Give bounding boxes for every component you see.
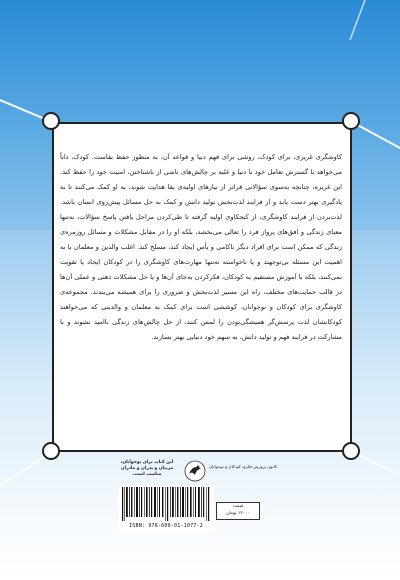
back-cover-blurb: [60, 150, 342, 345]
barcode-block: [118, 485, 214, 533]
audience-note: این کتاب برای نوجوانان، مربیان و پدران و مادران مناسب است.: [120, 460, 174, 477]
price-box: [216, 502, 260, 520]
price-value: ۱۲۰۰۰ تومان: [226, 511, 250, 516]
barcode: [122, 487, 210, 521]
string-line: [352, 452, 400, 475]
publisher-logo-icon: [184, 460, 206, 482]
string-line: [352, 122, 400, 148]
publisher-name: کانون پرورش فکری کودکان و نوجوانان: [208, 464, 277, 469]
frame-corner-circle: [342, 442, 360, 460]
frame-corner-circle: [42, 112, 60, 130]
frame-corner-circle: [342, 112, 360, 130]
price-label: قیمت: [232, 504, 244, 509]
frame-corner-circle: [42, 442, 60, 460]
string-line: [350, 0, 365, 40]
blurb-paragraph: کاوشگری غریزی، برای کودک، روشی برای فهم دنیا و قواعد آن، به منظور حفظ بقاست. کودک، ذاتاً می‌خواهد با گسترش تعامل خود با دنیا و غلبه بر چالش‌های ناشی از ناشناختن، امنیت خود را حفظ کند. این غریزه، چنانچه به‌سوی سؤالاتی فراتر از نیازهای اولیه‌ی بقا هدایت شوند، به او کمک می‌کنند تا به یادگیری بهتر دست یابد و از فرایند لذت‌بخش تولید دانش و کمک به حل مسائل پیش‌روی انسان باشد. لذت‌بردن از فرایند کاوشگری، از کنجکاوی اولیه گرفته تا طی‌کردن مراحل یافتن پاسخ سؤالات، نه‌تنها معنای زندگی و افق‌های پرواز فرد را تعالی می‌بخشد، بلکه او را در مقابل مشکلات و مسائل روزمره‌ی زندگی که ممکن است برای افراد دیگر ناکامی و یأس ایجاد کند، مسلح کند. اغلب والدین و معلمان با به اهمیت این مسئله بی‌توجهند و یا ناخواسته نه‌تنها مهارت‌های کاوشگری را در کودکان ایجاد یا تقویت نمی‌کنند، بلکه با آموزش مستقیم به کودکان، فکرکردن به‌جای آن‌ها و یا حل مشکلات ذهنی و عملی آن‌ها در قالب حمایت‌های مختلف، راه این مسیر لذت‌بخش و ضروری را برای همیشه می‌بندند. مجموعه‌ی کاوشگری برای کودکان و نوجوانان، کوششی است برای کمک به معلمان و والدینی که می‌خواهند کودکانشان لذت پرسش‌گر همیشگی‌بودن را لمس کنند، از حل چالش‌های زندگی ناامید نشوند و با مشارکت در فرایند فهم و تولید دانش، به سهم خود دنیایی بهتر بسازند.: [60, 153, 342, 341]
isbn-number: ISBN: 978-600-01-1077-2: [129, 523, 203, 529]
